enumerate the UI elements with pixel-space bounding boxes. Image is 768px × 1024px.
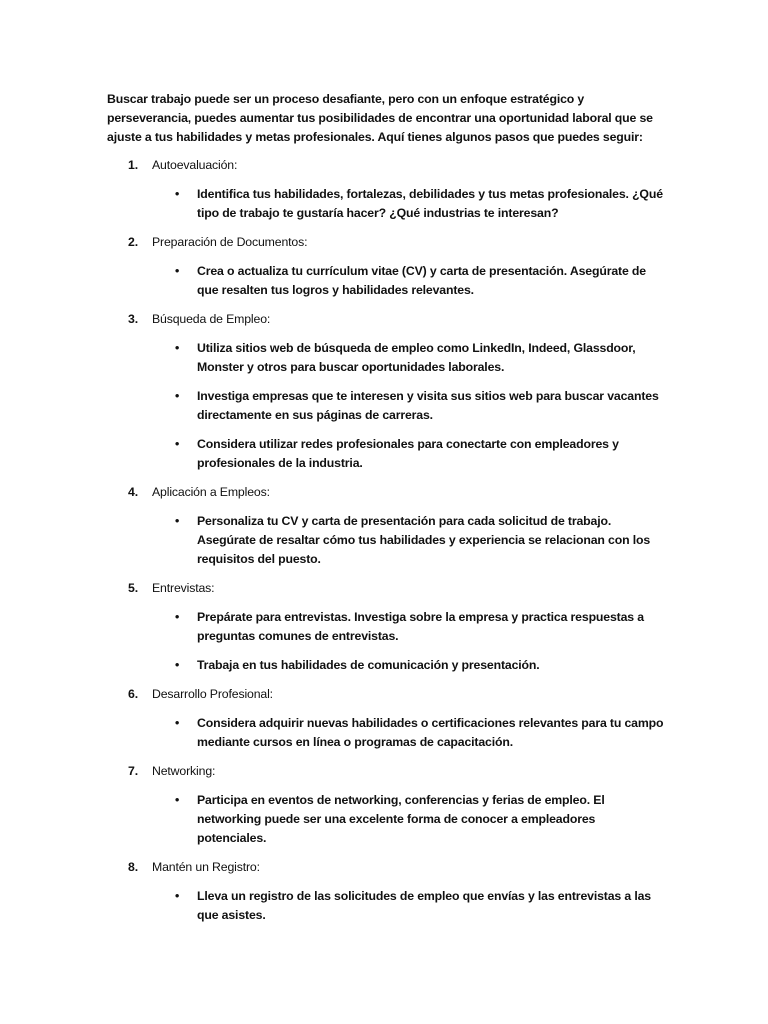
step-number: 3. [128, 312, 138, 326]
step-title: Búsqueda de Empleo: [152, 312, 271, 326]
bullet-list [107, 185, 667, 223]
bullet-text: Considera adquirir nuevas habilidades o certificaciones relevantes para tu campo mediante cursos en línea o programas de capacitación. [197, 716, 664, 749]
step-heading [107, 483, 667, 502]
bullet-text: Identifica tus habilidades, fortalezas, debilidades y tus metas profesionales. ¿Qué tipo de trabajo te gustaría hacer? ¿Qué industrias te interesan? [197, 187, 663, 220]
bullet-list [107, 887, 667, 925]
bullet-item [107, 387, 667, 425]
bullet-icon: • [175, 716, 180, 730]
step-item [107, 233, 667, 300]
document-body [107, 90, 667, 935]
bullet-icon: • [175, 610, 180, 624]
step-heading [107, 685, 667, 704]
bullet-text: Personaliza tu CV y carta de presentación para cada solicitud de trabajo. Asegúrate de resaltar cómo tus habilidades y experiencia se relacionan con los requisitos del puesto. [197, 514, 651, 566]
bullet-item [107, 656, 667, 675]
bullet-icon: • [175, 658, 180, 672]
bullet-item [107, 791, 667, 848]
step-item [107, 483, 667, 569]
bullet-icon: • [175, 264, 180, 278]
bullet-icon: • [175, 889, 180, 903]
bullet-text: Lleva un registro de las solicitudes de empleo que envías y las entrevistas a las que asistes. [197, 889, 651, 922]
bullet-item [107, 339, 667, 377]
steps-list [107, 156, 667, 925]
step-item [107, 579, 667, 675]
step-title: Entrevistas: [152, 581, 215, 595]
step-number: 7. [128, 764, 138, 778]
bullet-icon: • [175, 187, 180, 201]
step-title: Networking: [152, 764, 216, 778]
bullet-item [107, 887, 667, 925]
bullet-list [107, 714, 667, 752]
bullet-text: Utiliza sitios web de búsqueda de empleo como LinkedIn, Indeed, Glassdoor, Monster y otros para buscar oportunidades laborales. [197, 341, 636, 374]
step-title: Aplicación a Empleos: [152, 485, 270, 499]
step-number: 4. [128, 485, 138, 499]
bullet-text: Investiga empresas que te interesen y visita sus sitios web para buscar vacantes directamente en sus páginas de carreras. [197, 389, 659, 422]
bullet-icon: • [175, 389, 180, 403]
step-heading [107, 858, 667, 877]
step-item [107, 156, 667, 223]
step-number: 5. [128, 581, 138, 595]
step-item [107, 858, 667, 925]
step-item [107, 310, 667, 473]
step-number: 2. [128, 235, 138, 249]
bullet-icon: • [175, 341, 180, 355]
bullet-icon: • [175, 793, 180, 807]
bullet-text: Prepárate para entrevistas. Investiga sobre la empresa y practica respuestas a preguntas comunes de entrevistas. [197, 610, 644, 643]
step-title: Autoevaluación: [152, 158, 238, 172]
bullet-item [107, 435, 667, 473]
step-number: 1. [128, 158, 138, 172]
bullet-item [107, 262, 667, 300]
bullet-icon: • [175, 514, 180, 528]
bullet-item [107, 714, 667, 752]
bullet-text: Trabaja en tus habilidades de comunicación y presentación. [197, 658, 540, 672]
step-heading [107, 156, 667, 175]
step-title: Mantén un Registro: [152, 860, 260, 874]
intro-paragraph: Buscar trabajo puede ser un proceso desafiante, pero con un enfoque estratégico y perseverancia, puedes aumentar tus posibilidades de encontrar una oportunidad laboral que se ajuste a tus habilidades y metas profesionales. Aquí tienes algunos pasos que puedes seguir: [107, 92, 653, 144]
step-heading [107, 310, 667, 329]
bullet-icon: • [175, 437, 180, 451]
bullet-text: Crea o actualiza tu currículum vitae (CV) y carta de presentación. Asegúrate de que resalten tus logros y habilidades relevantes. [197, 264, 646, 297]
bullet-item [107, 185, 667, 223]
step-item [107, 762, 667, 848]
bullet-text: Considera utilizar redes profesionales para conectarte con empleadores y profesionales de la industria. [197, 437, 619, 470]
bullet-list [107, 262, 667, 300]
bullet-text: Participa en eventos de networking, conferencias y ferias de empleo. El networking puede ser una excelente forma de conocer a empleadores potenciales. [197, 793, 605, 845]
bullet-list [107, 791, 667, 848]
step-number: 6. [128, 687, 138, 701]
step-number: 8. [128, 860, 138, 874]
bullet-item [107, 608, 667, 646]
bullet-list [107, 512, 667, 569]
step-heading [107, 579, 667, 598]
bullet-item [107, 512, 667, 569]
step-heading [107, 762, 667, 781]
bullet-list [107, 608, 667, 675]
step-title: Desarrollo Profesional: [152, 687, 273, 701]
bullet-list [107, 339, 667, 473]
step-heading [107, 233, 667, 252]
step-item [107, 685, 667, 752]
step-title: Preparación de Documentos: [152, 235, 308, 249]
